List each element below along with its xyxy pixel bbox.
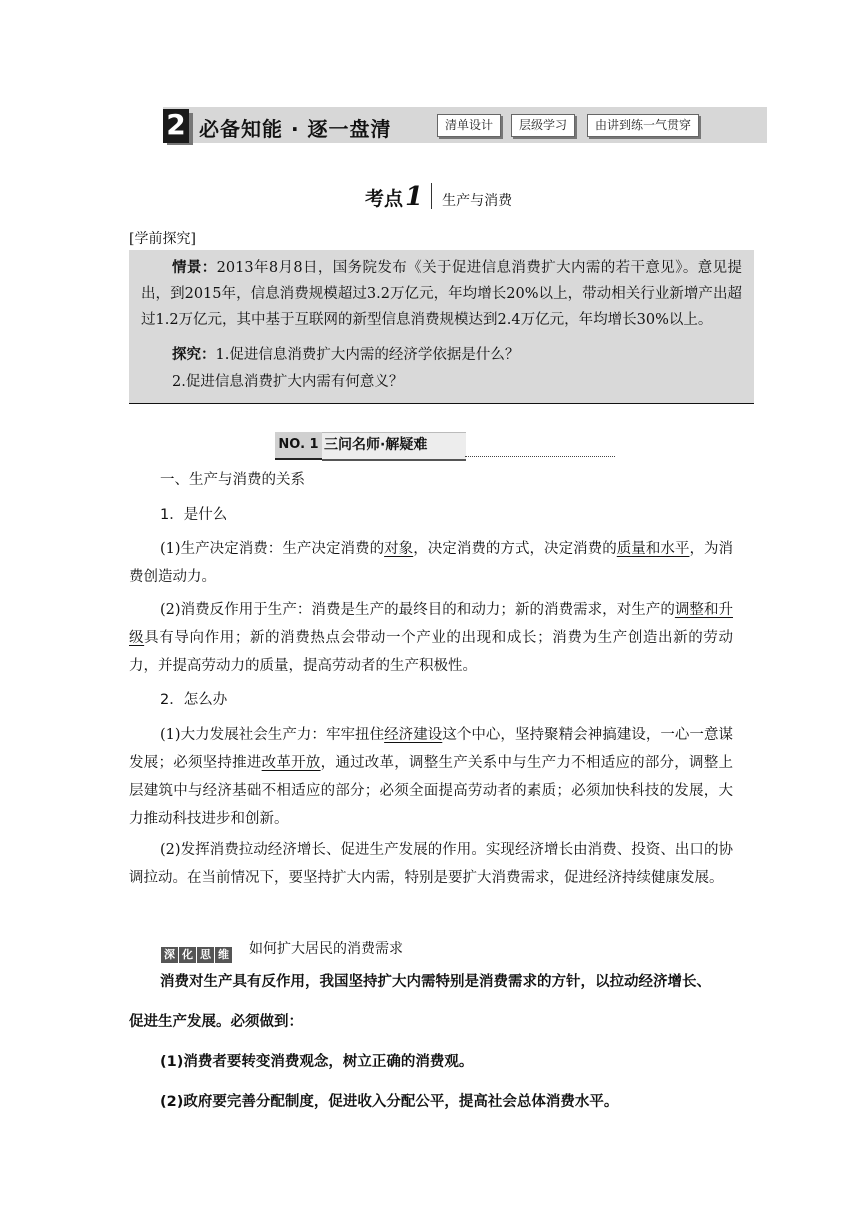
p2-underline-adjust: 调整和升级 <box>129 602 733 646</box>
p1-underline-quality: 质量和水平 <box>616 541 690 557</box>
p3-text-b: 这个中心，坚持聚精会神搞建设，一心一意谋发展；必须坚持推进 <box>129 727 734 771</box>
paragraph-develop-productivity <box>129 721 733 833</box>
paragraph-consumption-reacts <box>129 596 733 680</box>
section-banner <box>163 107 767 143</box>
p1-underline-object: 对象 <box>384 541 414 557</box>
p2-text-a: (2)消费反作用于生产：消费是生产的最终目的和动力；新的消费需求，对生产的 <box>160 602 675 618</box>
subheading-how: 2．怎么办 <box>160 692 228 708</box>
explore-question-1-text: 1.促进信息消费扩大内需的经济学依据是什么？ <box>215 347 520 363</box>
deepen-thinking-tag <box>161 943 233 959</box>
deepen-title: 如何扩大居民的消费需求 <box>249 941 403 957</box>
explore-question-2 <box>172 369 403 395</box>
banner-number: 2 <box>163 109 189 143</box>
scenario-box <box>129 250 754 404</box>
banner-title: 必备知能 · 逐一盘清 <box>199 117 392 141</box>
banner-tag-checklist: 清单设计 <box>437 114 501 137</box>
deepen-item-1: (1)消费者要转变消费观念，树立正确的消费观。 <box>160 1054 474 1070</box>
deepen-tag-char: 深 <box>161 947 178 963</box>
point-header <box>365 182 512 218</box>
deepen-paragraph-line-2: 促进生产发展。必须做到： <box>129 1014 303 1030</box>
explore-question-1 <box>172 342 519 368</box>
deepen-paragraph-line-1: 消费对生产具有反作用，我国坚持扩大内需特别是消费需求的方针，以拉动经济增长、 <box>160 974 711 990</box>
explore-label: 探究： <box>172 346 216 363</box>
explore-question-2-text: 2.促进信息消费扩大内需有何意义？ <box>172 374 404 390</box>
scenario-body: 2013年8月8日，国务院发布《关于促进信息消费扩大内需的若干意见》。意见提出，到2015年，信息消费规模超过3.2万亿元，年均增长20%以上，带动相关行业新增产出超过1.2万亿元，其中基于互联网的新型信息消费规模达到2.4万亿元，年均增长30%以上。 <box>141 260 742 328</box>
p1-text-b: ，决定消费的方式，决定消费的 <box>413 541 617 557</box>
dotted-divider <box>465 446 615 457</box>
subheading-what: 1．是什么 <box>160 507 228 523</box>
scenario-text <box>141 255 742 333</box>
deepen-tag-char: 思 <box>197 947 214 963</box>
banner-tag-levels: 层级学习 <box>511 114 575 137</box>
pre-study-label: [学前探究] <box>129 231 196 247</box>
point-divider <box>431 183 432 209</box>
deepen-tag-char: 维 <box>215 947 232 963</box>
heading-relation: 一、生产与消费的关系 <box>160 472 305 488</box>
section-number: NO. 1 <box>275 432 322 460</box>
paragraph-production-decides <box>129 535 733 591</box>
banner-tag-practice: 由讲到练一气贯穿 <box>587 114 699 137</box>
deepen-tag-char: 化 <box>179 947 196 963</box>
point-label: 考点 <box>365 188 404 210</box>
paragraph-consumption-drive: (2)发挥消费拉动经济增长、促进生产发展的作用。实现经济增长由消费、投资、出口的协调拉动。在当前情况下，要坚持扩大内需，特别是要扩大消费需求，促进经济持续健康发展。 <box>129 842 733 886</box>
section-title: 三问名师·解疑难 <box>322 432 466 461</box>
p1-text-c: ，为消费创造动力。 <box>129 541 734 585</box>
deepen-item-2: (2)政府要完善分配制度，促进收入分配公平，提高社会总体消费水平。 <box>160 1094 619 1110</box>
p2-text-b: 具有导向作用；新的消费热点会带动一个产业的出现和成长；消费为生产创造出新的劳动力，并提高劳动力的质量，提高劳动者的生产积极性。 <box>129 630 734 674</box>
point-title: 生产与消费 <box>442 193 513 209</box>
p3-underline-economy: 经济建设 <box>384 727 443 743</box>
p3-text-a: (1)大力发展社会生产力：牢牢扭住 <box>160 727 385 743</box>
p3-text-c: ，通过改革，调整生产关系中与生产力不相适应的部分，调整上层建筑中与经济基础不相适应的部分；必须全面提高劳动者的素质；必须加快科技的发展，大力推动科技进步和创新。 <box>129 755 734 827</box>
scenario-label: 情景： <box>172 259 217 276</box>
point-number: 1 <box>405 182 424 212</box>
p3-underline-reform: 改革开放 <box>261 755 321 771</box>
p1-text-a: (1)生产决定消费：生产决定消费的 <box>160 541 385 557</box>
